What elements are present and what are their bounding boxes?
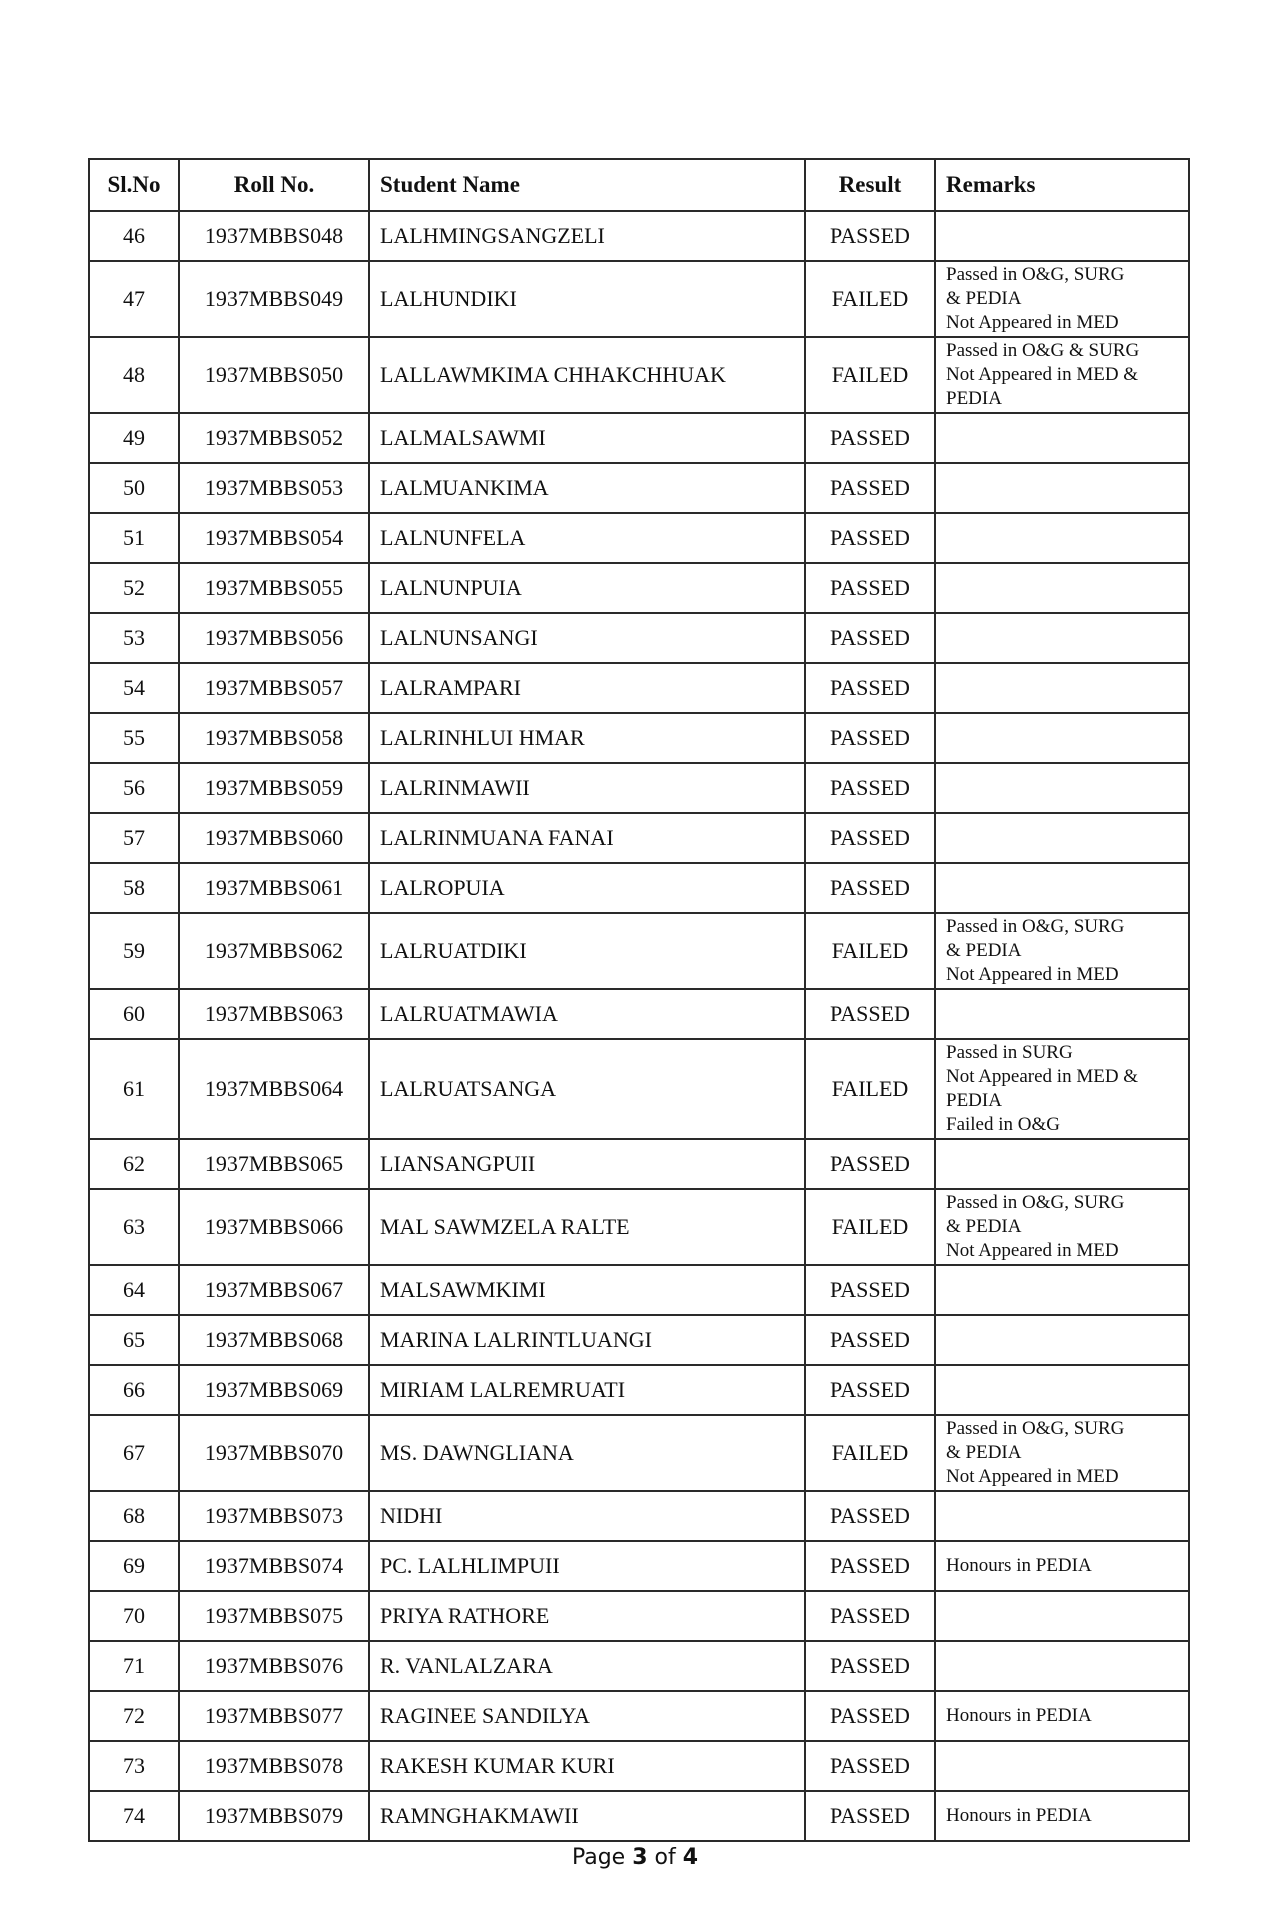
page-footer [0, 1845, 1270, 1870]
sl-no-cell: 69 [89, 1541, 179, 1591]
sl-no-cell: 63 [89, 1189, 179, 1265]
sl-no-cell: 49 [89, 413, 179, 463]
sl-no-cell: 73 [89, 1741, 179, 1791]
student-name-cell: LALNUNFELA [369, 513, 805, 563]
result-cell: PASSED [805, 563, 935, 613]
remarks-cell [935, 713, 1189, 763]
remark-line: Honours in PEDIA [946, 1805, 1092, 1826]
remark-line: Not Appeared in MED [946, 1466, 1119, 1487]
student-name-cell: LALRUATSANGA [369, 1039, 805, 1139]
remark-line: & PEDIA [946, 288, 1022, 309]
roll-no-cell: 1937MBBS076 [179, 1641, 369, 1691]
result-cell: PASSED [805, 713, 935, 763]
table-body [89, 211, 1189, 1841]
student-name-cell: PC. LALHLIMPUII [369, 1541, 805, 1591]
roll-no-cell: 1937MBBS057 [179, 663, 369, 713]
table-row [89, 813, 1189, 863]
page-label: Page [571, 1845, 626, 1870]
roll-no-cell: 1937MBBS069 [179, 1365, 369, 1415]
result-cell: PASSED [805, 1265, 935, 1315]
roll-no-cell: 1937MBBS059 [179, 763, 369, 813]
student-name-cell: RAKESH KUMAR KURI [369, 1741, 805, 1791]
result-cell: FAILED [805, 1415, 935, 1491]
roll-no-cell: 1937MBBS075 [179, 1591, 369, 1641]
sl-no-cell: 74 [89, 1791, 179, 1841]
sl-no-cell: 71 [89, 1641, 179, 1691]
roll-no-cell: 1937MBBS068 [179, 1315, 369, 1365]
result-cell: FAILED [805, 913, 935, 989]
table-row [89, 1691, 1189, 1741]
remarks-cell [935, 1039, 1189, 1139]
remark-line: PEDIA [946, 388, 1002, 409]
remark-line: Not Appeared in MED & [946, 1066, 1139, 1087]
result-cell: PASSED [805, 863, 935, 913]
roll-no-cell: 1937MBBS055 [179, 563, 369, 613]
table-row [89, 463, 1189, 513]
remark-line: Not Appeared in MED [946, 312, 1119, 333]
result-cell: FAILED [805, 1039, 935, 1139]
table-row [89, 613, 1189, 663]
table-row [89, 1791, 1189, 1841]
sl-no-cell: 70 [89, 1591, 179, 1641]
table-row [89, 863, 1189, 913]
roll-no-cell: 1937MBBS050 [179, 337, 369, 413]
remarks-cell [935, 563, 1189, 613]
remark-line: Passed in O&G & SURG [946, 340, 1140, 361]
result-cell: FAILED [805, 337, 935, 413]
table-row [89, 513, 1189, 563]
table-row [89, 1265, 1189, 1315]
student-name-cell: PRIYA RATHORE [369, 1591, 805, 1641]
table-row [89, 337, 1189, 413]
result-cell: PASSED [805, 463, 935, 513]
remarks-cell [935, 813, 1189, 863]
result-cell: PASSED [805, 1365, 935, 1415]
table-row [89, 1139, 1189, 1189]
remarks-cell [935, 1691, 1189, 1741]
result-cell: FAILED [805, 1189, 935, 1265]
remark-line: Failed in O&G [946, 1114, 1060, 1135]
sl-no-cell: 58 [89, 863, 179, 913]
remark-line: Honours in PEDIA [946, 1705, 1092, 1726]
roll-no-cell: 1937MBBS056 [179, 613, 369, 663]
roll-no-cell: 1937MBBS054 [179, 513, 369, 563]
result-cell: PASSED [805, 513, 935, 563]
remark-line: Passed in O&G, SURG [946, 1418, 1125, 1439]
student-name-cell: MARINA LALRINTLUANGI [369, 1315, 805, 1365]
student-name-cell: LALNUNSANGI [369, 613, 805, 663]
remarks-cell [935, 763, 1189, 813]
table-row [89, 1315, 1189, 1365]
result-cell: PASSED [805, 211, 935, 261]
remark-line: Passed in O&G, SURG [946, 916, 1125, 937]
remarks-cell [935, 1491, 1189, 1541]
remarks-cell [935, 1315, 1189, 1365]
remarks-cell [935, 989, 1189, 1039]
table-row [89, 713, 1189, 763]
table-row [89, 763, 1189, 813]
table-row [89, 1541, 1189, 1591]
table-row [89, 1641, 1189, 1691]
remarks-cell [935, 513, 1189, 563]
table-row [89, 989, 1189, 1039]
roll-no-cell: 1937MBBS067 [179, 1265, 369, 1315]
roll-no-cell: 1937MBBS074 [179, 1541, 369, 1591]
sl-no-cell: 60 [89, 989, 179, 1039]
result-cell: PASSED [805, 1315, 935, 1365]
student-name-cell: MS. DAWNGLIANA [369, 1415, 805, 1491]
student-name-cell: LALRUATDIKI [369, 913, 805, 989]
table-row [89, 413, 1189, 463]
table-row [89, 663, 1189, 713]
of-label: of [654, 1845, 676, 1870]
table-row [89, 563, 1189, 613]
remark-line: Passed in O&G, SURG [946, 264, 1125, 285]
header-roll-no: Roll No. [179, 159, 369, 211]
sl-no-cell: 65 [89, 1315, 179, 1365]
result-cell: PASSED [805, 989, 935, 1039]
sl-no-cell: 59 [89, 913, 179, 989]
roll-no-cell: 1937MBBS058 [179, 713, 369, 763]
student-name-cell: LALLAWMKIMA CHHAKCHHUAK [369, 337, 805, 413]
remarks-cell [935, 1591, 1189, 1641]
student-name-cell: LALRINMUANA FANAI [369, 813, 805, 863]
sl-no-cell: 55 [89, 713, 179, 763]
header-student-name: Student Name [369, 159, 805, 211]
result-cell: PASSED [805, 813, 935, 863]
sl-no-cell: 47 [89, 261, 179, 337]
roll-no-cell: 1937MBBS073 [179, 1491, 369, 1541]
remarks-cell [935, 863, 1189, 913]
remark-line: Not Appeared in MED [946, 964, 1119, 985]
result-cell: FAILED [805, 261, 935, 337]
result-cell: PASSED [805, 1591, 935, 1641]
student-name-cell: MIRIAM LALREMRUATI [369, 1365, 805, 1415]
result-cell: PASSED [805, 613, 935, 663]
table-row [89, 1039, 1189, 1139]
roll-no-cell: 1937MBBS049 [179, 261, 369, 337]
student-name-cell: NIDHI [369, 1491, 805, 1541]
header-result: Result [805, 159, 935, 211]
table-row [89, 913, 1189, 989]
remark-line: & PEDIA [946, 940, 1022, 961]
student-name-cell: LALMUANKIMA [369, 463, 805, 513]
remarks-cell [935, 211, 1189, 261]
roll-no-cell: 1937MBBS078 [179, 1741, 369, 1791]
remark-line: Passed in O&G, SURG [946, 1192, 1125, 1213]
student-name-cell: LALROPUIA [369, 863, 805, 913]
roll-no-cell: 1937MBBS060 [179, 813, 369, 863]
remark-line: & PEDIA [946, 1442, 1022, 1463]
student-name-cell: LIANSANGPUII [369, 1139, 805, 1189]
student-name-cell: R. VANLALZARA [369, 1641, 805, 1691]
sl-no-cell: 66 [89, 1365, 179, 1415]
remarks-cell [935, 913, 1189, 989]
sl-no-cell: 64 [89, 1265, 179, 1315]
student-name-cell: MAL SAWMZELA RALTE [369, 1189, 805, 1265]
result-cell: PASSED [805, 1139, 935, 1189]
result-cell: PASSED [805, 763, 935, 813]
remarks-cell [935, 1139, 1189, 1189]
student-name-cell: LALRINHLUI HMAR [369, 713, 805, 763]
remarks-cell [935, 1741, 1189, 1791]
table-row [89, 1591, 1189, 1641]
roll-no-cell: 1937MBBS079 [179, 1791, 369, 1841]
sl-no-cell: 56 [89, 763, 179, 813]
table-row [89, 1491, 1189, 1541]
header-remarks: Remarks [935, 159, 1189, 211]
table-row [89, 211, 1189, 261]
sl-no-cell: 67 [89, 1415, 179, 1491]
sl-no-cell: 48 [89, 337, 179, 413]
sl-no-cell: 62 [89, 1139, 179, 1189]
roll-no-cell: 1937MBBS052 [179, 413, 369, 463]
student-name-cell: RAMNGHAKMAWII [369, 1791, 805, 1841]
remarks-cell [935, 1189, 1189, 1265]
remark-line: Not Appeared in MED & [946, 364, 1139, 385]
table-row [89, 1365, 1189, 1415]
student-name-cell: RAGINEE SANDILYA [369, 1691, 805, 1741]
roll-no-cell: 1937MBBS065 [179, 1139, 369, 1189]
remark-line: & PEDIA [946, 1216, 1022, 1237]
sl-no-cell: 46 [89, 211, 179, 261]
remarks-cell [935, 613, 1189, 663]
student-name-cell: MALSAWMKIMI [369, 1265, 805, 1315]
roll-no-cell: 1937MBBS070 [179, 1415, 369, 1491]
result-cell: PASSED [805, 1741, 935, 1791]
student-name-cell: LALRAMPARI [369, 663, 805, 713]
sl-no-cell: 61 [89, 1039, 179, 1139]
remark-line: Not Appeared in MED [946, 1240, 1119, 1261]
remark-line: Passed in SURG [946, 1042, 1073, 1063]
current-page-number: 3 [632, 1845, 648, 1870]
remarks-cell [935, 1265, 1189, 1315]
sl-no-cell: 54 [89, 663, 179, 713]
remarks-cell [935, 1791, 1189, 1841]
remarks-cell [935, 1641, 1189, 1691]
sl-no-cell: 72 [89, 1691, 179, 1741]
remarks-cell [935, 663, 1189, 713]
remarks-cell [935, 1415, 1189, 1491]
remark-line: PEDIA [946, 1090, 1002, 1111]
roll-no-cell: 1937MBBS053 [179, 463, 369, 513]
remarks-cell [935, 413, 1189, 463]
remarks-cell [935, 337, 1189, 413]
results-table [88, 158, 1190, 1842]
sl-no-cell: 68 [89, 1491, 179, 1541]
roll-no-cell: 1937MBBS048 [179, 211, 369, 261]
sl-no-cell: 51 [89, 513, 179, 563]
remarks-cell [935, 1541, 1189, 1591]
result-cell: PASSED [805, 1691, 935, 1741]
sl-no-cell: 53 [89, 613, 179, 663]
student-name-cell: LALRUATMAWIA [369, 989, 805, 1039]
remarks-cell [935, 261, 1189, 337]
student-name-cell: LALMALSAWMI [369, 413, 805, 463]
student-name-cell: LALNUNPUIA [369, 563, 805, 613]
table-row [89, 261, 1189, 337]
table-header-row [89, 159, 1189, 211]
table-row [89, 1415, 1189, 1491]
remarks-cell [935, 463, 1189, 513]
sl-no-cell: 52 [89, 563, 179, 613]
total-pages-number: 4 [682, 1845, 699, 1870]
result-cell: PASSED [805, 663, 935, 713]
sl-no-cell: 57 [89, 813, 179, 863]
roll-no-cell: 1937MBBS063 [179, 989, 369, 1039]
student-name-cell: LALHUNDIKI [369, 261, 805, 337]
roll-no-cell: 1937MBBS064 [179, 1039, 369, 1139]
remarks-cell [935, 1365, 1189, 1415]
table-row [89, 1189, 1189, 1265]
result-cell: PASSED [805, 1541, 935, 1591]
remark-line: Honours in PEDIA [946, 1555, 1092, 1576]
roll-no-cell: 1937MBBS066 [179, 1189, 369, 1265]
result-cell: PASSED [805, 413, 935, 463]
sl-no-cell: 50 [89, 463, 179, 513]
student-name-cell: LALRINMAWII [369, 763, 805, 813]
student-name-cell: LALHMINGSANGZELI [369, 211, 805, 261]
header-sl-no: Sl.No [89, 159, 179, 211]
roll-no-cell: 1937MBBS077 [179, 1691, 369, 1741]
result-cell: PASSED [805, 1641, 935, 1691]
roll-no-cell: 1937MBBS062 [179, 913, 369, 989]
result-cell: PASSED [805, 1791, 935, 1841]
table-row [89, 1741, 1189, 1791]
result-cell: PASSED [805, 1491, 935, 1541]
roll-no-cell: 1937MBBS061 [179, 863, 369, 913]
